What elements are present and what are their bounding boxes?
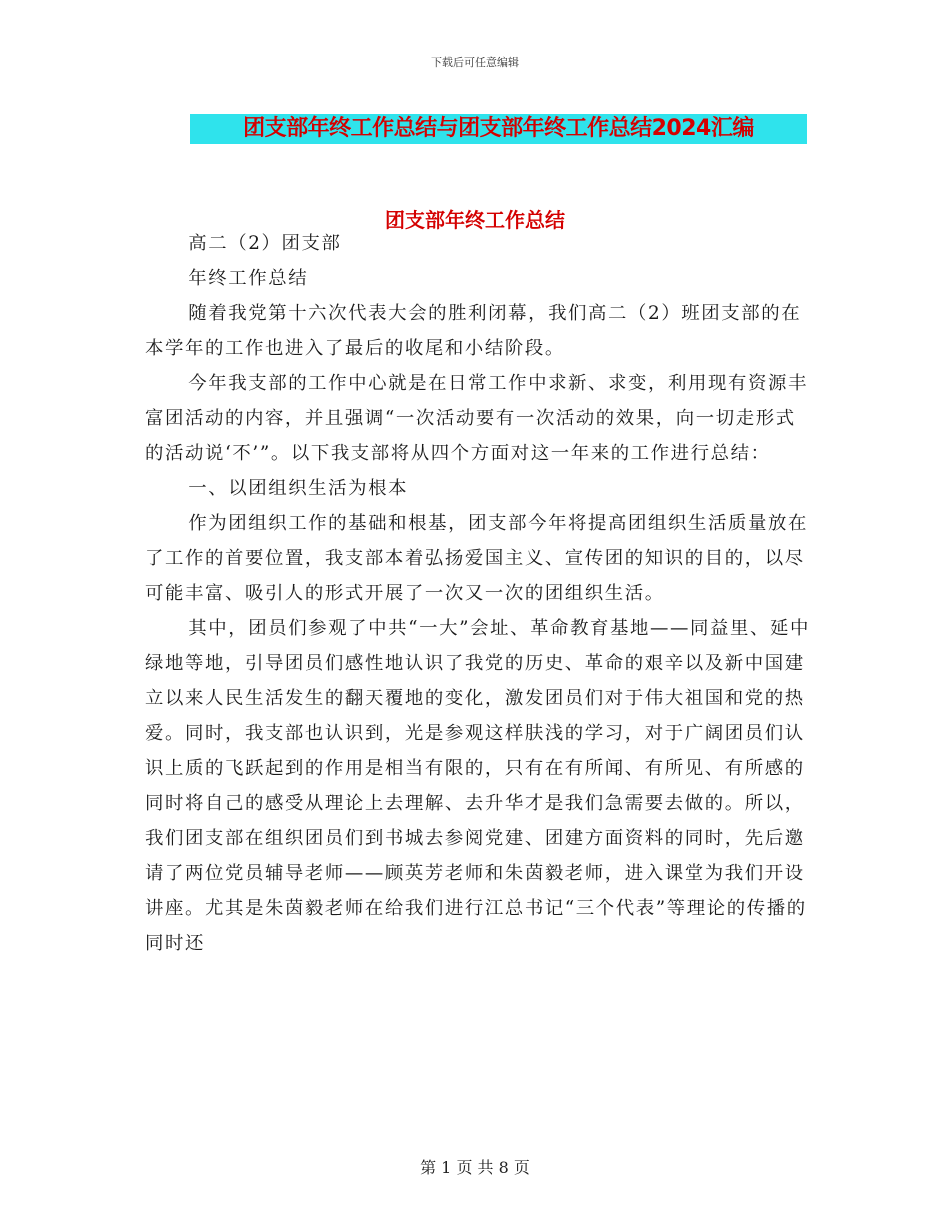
paragraph-work-focus: 今年我支部的工作中心就是在日常工作中求新、求变，利用现有资源丰富团活动的内容，并且强调“一次活动要有一次活动的效果，向一切走形式的活动说‘不’”。以下我支部将从四个方面对这一年来的工作进行总结： [145,373,808,464]
document-body [145,226,813,961]
paragraph-intro: 随着我党第十六次代表大会的胜利闭幕，我们高二（2）班团支部的在本学年的工作也进入了最后的收尾和小结阶段。 [145,303,802,359]
paragraph-activities: 其中，团员们参观了中共“一大”会址、革命教育基地——同益里、延中绿地等地，引导团员们感性地认识了我党的历史、革命的艰辛以及新中国建立以来人民生活发生的翻天覆地的变化，激发团员们对于伟大祖国和党的热爱。同时，我支部也认识到，光是参观这样肤浅的学习，对于广阔团员们认识上质的飞跃起到的作用是相当有限的，只有在有所闻、有所见、有所感的同时将自己的感受从理论上去理解、去升华才是我们急需要去做的。所以，我们团支部在组织团员们到书城去参阅党建、团建方面资料的同时，先后邀请了两位党员辅导老师——顾英芳老师和朱茵毅老师，进入课堂为我们开设讲座。尤其是朱茵毅老师在给我们进行江总书记“三个代表”等理论的传播的同时还 [145,618,810,954]
paragraph-org-life: 作为团组织工作的基础和根基，团支部今年将提高团组织生活质量放在了工作的首要位置，我支部本着弘扬爱国主义、宣传团的知识的目的，以尽可能丰富、吸引人的形式开展了一次又一次的团组织生活。 [145,513,808,604]
document-title: 团支部年终工作总结与团支部年终工作总结2024汇编 [190,114,807,144]
paragraph-class-name: 高二（2）团支部 [188,233,342,254]
paragraph-heading-one: 一、以团组织生活为根本 [188,478,409,499]
page-footer: 第 1 页 共 8 页 [420,1158,530,1177]
paragraph-subtitle: 年终工作总结 [188,268,309,289]
section-title: 团支部年终工作总结 [385,208,565,232]
header-note: 下载后可任意编辑 [431,56,519,69]
